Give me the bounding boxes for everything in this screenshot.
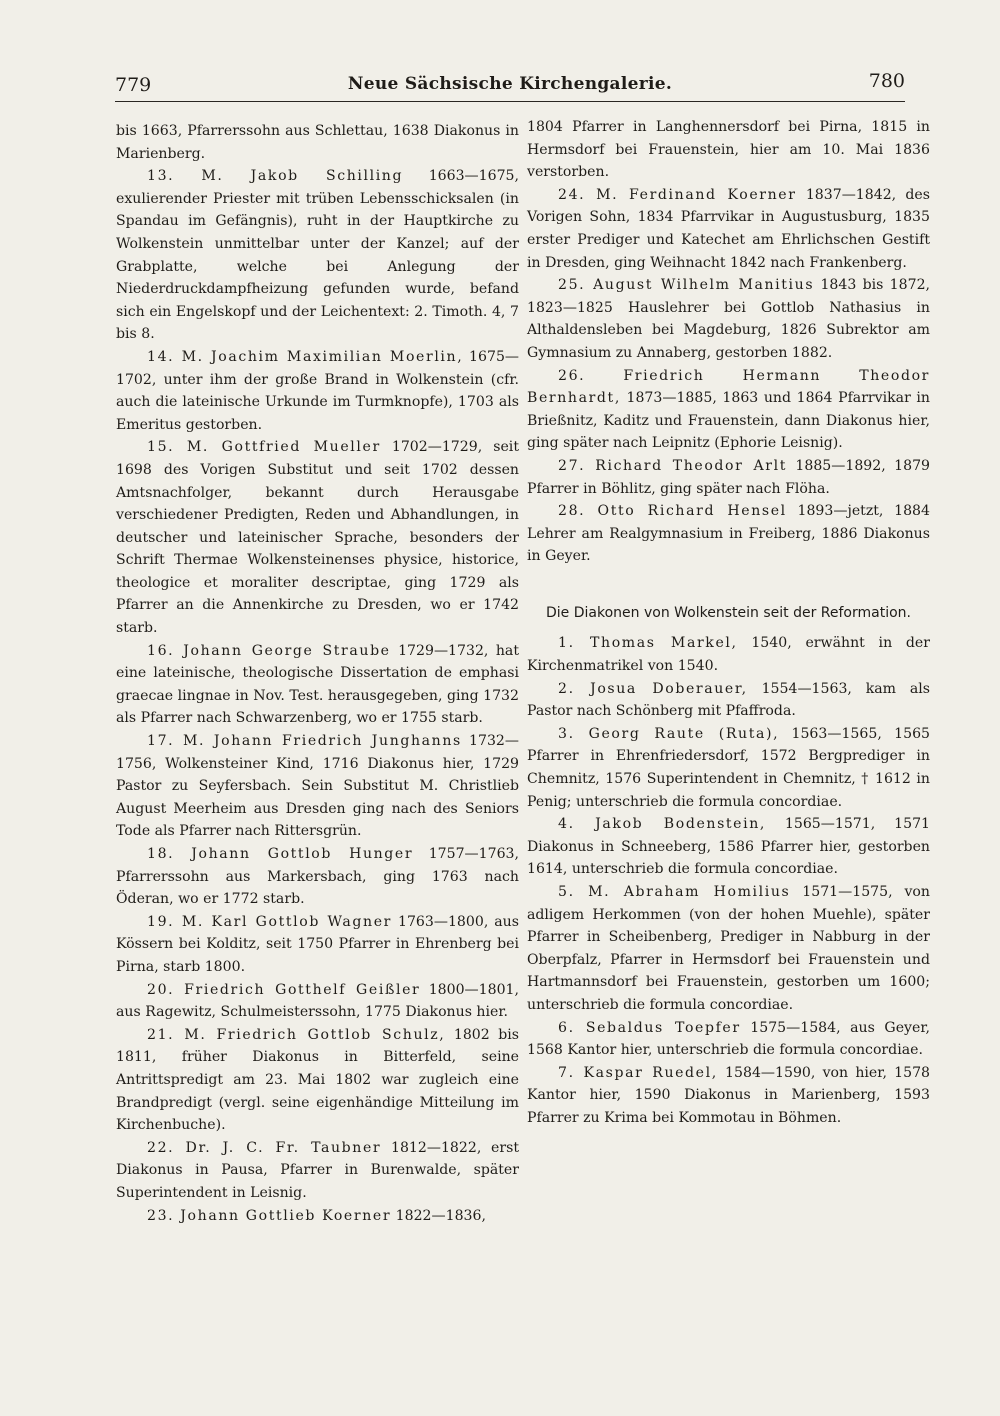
page-number-left: 779 [115, 74, 152, 96]
list-entry [527, 184, 930, 274]
entry-name: 18. Johann Gottlob Hunger [147, 846, 414, 862]
entry-name: 5. M. Abraham Homilius [558, 884, 791, 900]
entry-text: 1563—1565, 1565 Pfarrer in Ehrenfriedersdorf, 1572 Bergprediger in Chemnitz, 1576 Superintendent in Chemnitz, † 1612 in Penig; unterschrieb die formula concordiae. [527, 725, 931, 810]
entry-text: 1584—1590, von hier, 1578 Kantor hier, 1590 Diakonus in Marienberg, 1593 Pfarrer zu Krima bei Kommotau in Böhmen. [527, 1064, 931, 1126]
list-entry [116, 730, 519, 843]
entry-name: 22. Dr. J. C. Fr. Taubner [147, 1139, 382, 1156]
entry-text: 1702—1729, seit 1698 des Vorigen Substitut und seit 1702 dessen Amtsnachfolger, bekannt durch Herausgabe verschiedener Predigten, Reden und Abhandlungen, in deutscher und lateinischer Sprache, besonders der Schrift Thermae Wolkensteinenses physice, historice, theologice et moraliter descriptae, ging 1729 als Pfarrer an die Annenkirche zu Dresden, wo er 1742 starb. [116, 439, 519, 637]
list-entry [116, 979, 519, 1024]
list-entry [527, 1062, 930, 1130]
page-header [115, 70, 905, 102]
entry-name: 26. Friedrich Hermann Theodor Bernhardt, [527, 367, 930, 407]
left-column [116, 120, 519, 1227]
entry-text: 1565—1571, 1571 Diakonus in Schneeberg, 1586 Pfarrer hier, gestorben 1614, unterschrieb die formula concordiae. [527, 816, 930, 878]
running-title: Neue Sächsische Kirchengalerie. [347, 74, 673, 94]
list-entry [116, 1137, 519, 1205]
entry-name: 1. Thomas Markel, [558, 635, 738, 652]
continued-paragraph: bis 1663, Pfarrerssohn aus Schlettau, 1638 Diakonus in Marienberg. [116, 123, 519, 162]
entry-name: 24. M. Ferdinand Koerner [558, 186, 797, 203]
list-entry [116, 640, 519, 730]
entry-name: 6. Sebaldus Toepfer [558, 1019, 741, 1036]
list-entry [116, 346, 519, 436]
list-entry [527, 365, 930, 455]
list-entry [527, 1017, 930, 1062]
entry-text: 1763—1800, aus Kössern bei Kolditz, seit 1750 Pfarrer in Ehrenberg bei Pirna, starb 1800. [116, 913, 519, 975]
entry-text: 1575—1584, aus Geyer, 1568 Kantor hier, unterschrieb die formula concordiae. [527, 1019, 931, 1059]
entry-text: 1843 bis 1872, 1823—1825 Hauslehrer bei Gottlob Nathasius in Althaldensleben bei Magdeburg, 1826 Subrektor am Gymnasium zu Annaberg, gestorben 1882. [527, 277, 931, 361]
entry-text: 1802 bis 1811, früher Diakonus in Bitterfeld, seine Antrittspredigt am 23. Mai 1802 war zugleich eine Brandpredigt (vergl. seine eigenhändige Mitteilung im Kirchenbuche). [116, 1026, 520, 1134]
entry-text: 1675—1702, unter ihm der große Brand in Wolkenstein (cfr. auch die lateinische Urkunde im Turmknopfe), 1703 als Emeritus gestorben. [116, 348, 520, 433]
entry-name: 3. Georg Raute (Ruta), [558, 725, 780, 742]
continued-paragraph: 1804 Pfarrer in Langhennersdorf bei Pirna, 1815 in Hermsdorf bei Frauenstein, hier am 10. Mai 1836 verstorben. [527, 119, 930, 181]
list-entry [527, 813, 930, 881]
entry-name: 15. M. Gottfried Mueller [147, 439, 381, 456]
entry-text: 1873—1885, 1863 und 1864 Pfarrvikar in Brießnitz, Kaditz und Frauenstein, dann Diakonus hier, ging später nach Leipnitz (Ephorie Leisnig). [527, 390, 930, 452]
page-number-right: 780 [868, 70, 905, 92]
list-entry [527, 632, 930, 677]
list-entry [116, 1024, 519, 1137]
list-entry [116, 436, 519, 639]
list-entry [116, 1205, 519, 1228]
entry-text: 1800—1801, aus Ragewitz, Schulmeisterssohn, 1775 Diakonus hier. [116, 981, 519, 1021]
right-column [527, 116, 930, 1130]
entry-text: 1729—1732, hat eine lateinische, theologische Dissertation de emphasi graecae lingnae in Nov. Test. herausgegeben, ging 1732 als Pfarrer nach Schwarzenberg, wo er 1755 starb. [116, 642, 519, 727]
entry-text: 1663—1675, exulierender Priester mit trüben Lebensschicksalen (in Spandau im Gefängnis), ruht in der Hauptkirche zu Wolkenstein unmittelbar unter der Kanzel; auf der Grabplatte, welche bei Anlegung der Niederdruckdampfheizung gefunden wurde, befand sich ein Engelskopf und der Leichentext: 2. Timoth. 4, 7 bis 8. [116, 168, 519, 343]
entry-name: 21. M. Friedrich Gottlob Schulz, [147, 1026, 446, 1043]
list-entry [527, 723, 930, 813]
list-entry [527, 678, 930, 723]
entry-name: 17. M. Johann Friedrich Junghanns [147, 733, 462, 750]
entry-text: 1812—1822, erst Diakonus in Pausa, Pfarrer in Burenwalde, später Superintendent in Leisnig. [116, 1139, 519, 1201]
header-rule [115, 101, 905, 102]
entry-name: 14. M. Joachim Maximilian Moerlin, [147, 348, 464, 365]
entry-text: 1837—1842, des Vorigen Sohn, 1834 Pfarrvikar in Augustusburg, 1835 erster Prediger und Katechet am Ehrlichschen Gestift in Dresden, ging Weihnacht 1842 nach Frankenberg. [527, 186, 931, 271]
entry-name: 23. Johann Gottlieb Koerner [147, 1207, 392, 1224]
list-entry [116, 165, 519, 346]
entry-name: 2. Josua Doberauer, [558, 680, 748, 697]
entry-name: 4. Jakob Bodenstein, [558, 816, 766, 833]
entry-text: 1757—1763, Pfarrerssohn aus Markersbach, ging 1763 nach Öderan, wo er 1772 starb. [116, 846, 519, 908]
entry-text: 1732—1756, Wolkensteiner Kind, 1716 Diakonus hier, 1729 Pastor zu Seyfersbach. Sein Substitut M. Christlieb August Meerheim aus Dresden ging nach des Seniors Tode als Pfarrer nach Rittersgrün. [116, 733, 519, 840]
entry-name: 7. Kaspar Ruedel, [558, 1064, 718, 1081]
list-entry [116, 843, 519, 911]
section-heading: Die Diakonen von Wolkenstein seit der Reformation. [546, 604, 911, 621]
entry-text: 1893—jetzt, 1884 Lehrer am Realgymnasium in Freiberg, 1886 Diakonus in Geyer. [527, 503, 930, 565]
list-entry [527, 500, 930, 568]
entry-name: 25. August Wilhelm Manitius [558, 277, 815, 294]
entry-name: 28. Otto Richard Hensel [558, 503, 787, 520]
entry-text: 1540, erwähnt in der Kirchenmatrikel von 1540. [527, 635, 930, 675]
entry-name: 20. Friedrich Gotthelf Geißler [147, 981, 421, 998]
list-entry [116, 911, 519, 979]
entry-text: 1554—1563, kam als Pastor nach Schönberg mit Pfaffroda. [527, 680, 931, 720]
entry-text: 1885—1892, 1879 Pfarrer in Böhlitz, ging später nach Flöha. [527, 457, 931, 497]
entry-text: 1822—1836, [395, 1207, 486, 1224]
list-entry [527, 455, 930, 500]
entry-name: 13. M. Jakob Schilling [147, 168, 404, 185]
entry-name: 19. M. Karl Gottlob Wagner [147, 913, 392, 930]
list-entry [527, 274, 930, 364]
entry-text: 1571—1575, von adligem Herkommen (von der hohen Muehle), später Pfarrer in Scheibenberg, Prediger in Nabburg in der Oberpfalz, Pfarrer in Hermsdorf bei Frauenstein und Hartmannsdorf bei Frauenstein, gestorben um 1600; unterschrieb die formula concordiae. [527, 884, 930, 1013]
entry-name: 16. Johann George Straube [147, 642, 391, 659]
entry-name: 27. Richard Theodor Arlt [558, 457, 787, 474]
list-entry [527, 881, 930, 1017]
